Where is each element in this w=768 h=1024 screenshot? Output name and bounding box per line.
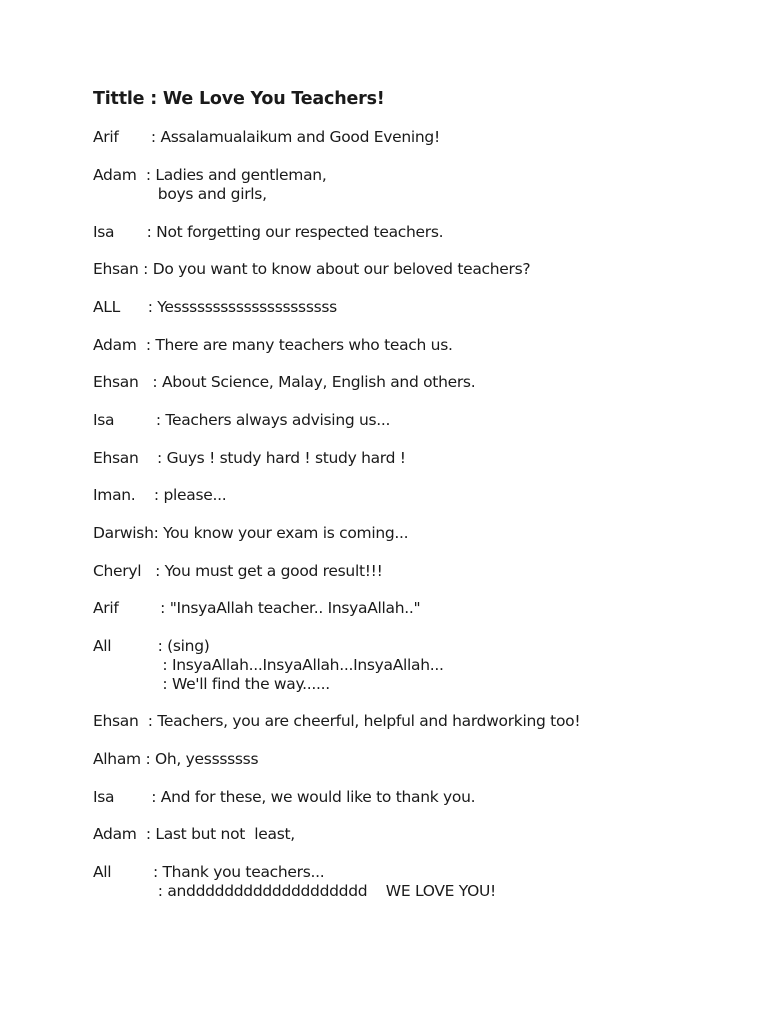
script-line-ehsan-cheerful: Ehsan : Teachers, you are cheerful, helpful and hardworking too! bbox=[93, 712, 581, 730]
script-line-arif-insyaallah: Arif : "InsyaAllah teacher.. InsyaAllah.." bbox=[93, 599, 421, 617]
script-line-adam-last: Adam : Last but not least, bbox=[93, 825, 295, 843]
script-line-alham-yes: Alham : Oh, yesssssss bbox=[93, 750, 259, 768]
script-line-ehsan-question: Ehsan : Do you want to know about our beloved teachers? bbox=[93, 260, 531, 278]
script-line-all-way: : We'll find the way...... bbox=[93, 675, 330, 693]
script-line-darwish-exam: Darwish: You know your exam is coming... bbox=[93, 524, 409, 542]
script-line-all-insyaallah: : InsyaAllah...InsyaAllah...InsyaAllah... bbox=[93, 656, 444, 674]
script-line-arif-greeting: Arif : Assalamualaikum and Good Evening! bbox=[93, 128, 440, 146]
script-line-all-love-you: : anddddddddddddddddddd WE LOVE YOU! bbox=[93, 882, 496, 900]
script-line-adam-ladies: Adam : Ladies and gentleman, bbox=[93, 166, 327, 184]
script-line-ehsan-study: Ehsan : Guys ! study hard ! study hard ! bbox=[93, 449, 406, 467]
script-line-isa-advising: Isa : Teachers always advising us... bbox=[93, 411, 391, 429]
script-line-cheryl-result: Cheryl : You must get a good result!!! bbox=[93, 562, 383, 580]
script-line-ehsan-subjects: Ehsan : About Science, Malay, English and others. bbox=[93, 373, 476, 391]
script-line-all-sing: All : (sing) bbox=[93, 637, 210, 655]
script-line-iman-please: Iman. : please... bbox=[93, 486, 227, 504]
script-line-isa-teachers: Isa : Not forgetting our respected teachers. bbox=[93, 223, 444, 241]
script-line-isa-thank: Isa : And for these, we would like to thank you. bbox=[93, 788, 476, 806]
document-title: Tittle : We Love You Teachers! bbox=[93, 89, 385, 109]
script-line-adam-many: Adam : There are many teachers who teach us. bbox=[93, 336, 453, 354]
script-line-adam-boys: boys and girls, bbox=[93, 185, 267, 203]
script-line-all-yes: ALL : Yesssssssssssssssssssss bbox=[93, 298, 337, 316]
script-line-all-thank-you: All : Thank you teachers... bbox=[93, 863, 325, 881]
